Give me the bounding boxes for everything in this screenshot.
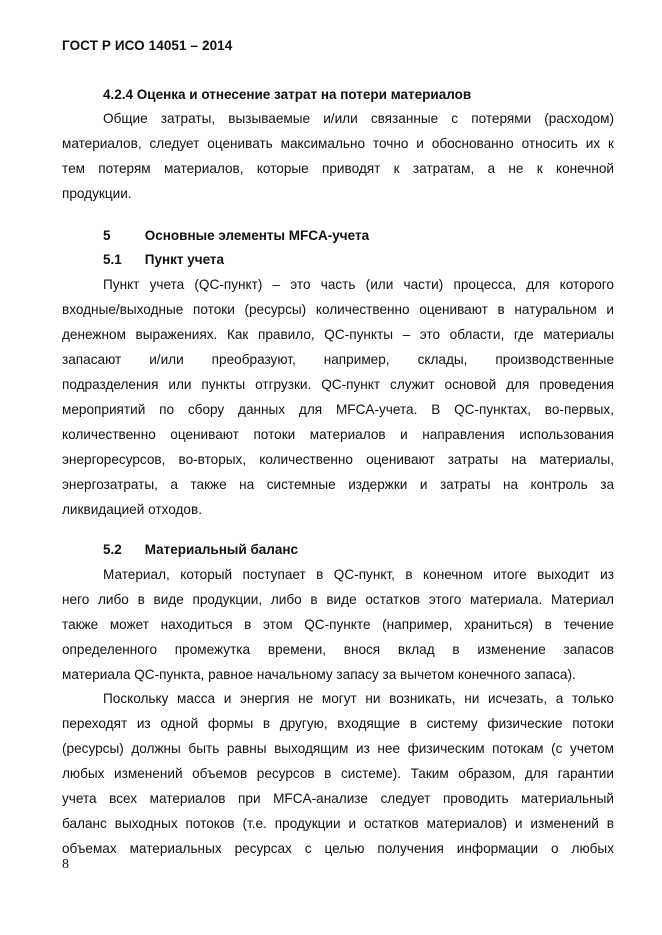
document-header: ГОСТ Р ИСО 14051 – 2014 <box>62 38 233 53</box>
paragraph-line: ликвидацией отходов. <box>62 502 202 517</box>
paragraph-line: продукции. <box>62 186 132 201</box>
section-heading-4-2-4 <box>103 87 471 102</box>
paragraph-line: также может находиться в этом QC-пункте (например, храниться) в течение <box>62 617 614 632</box>
paragraph-line: количественно оценивают потоки материалов и направления использования <box>62 427 614 442</box>
paragraph-line: определенного промежутка времени, внося вклад в изменение запасов <box>62 642 614 657</box>
section-heading-5 <box>103 228 369 243</box>
paragraph-line: энергозатраты, а также на системные издержки и затраты на контроль за <box>62 477 614 492</box>
section-heading-5-2 <box>103 542 298 557</box>
paragraph-line: материала QC-пункта, равное начальному запасу за вычетом конечного запаса). <box>62 667 576 682</box>
section-heading-5-1 <box>103 252 224 267</box>
section-title: Оценка и отнесение затрат на потери материалов <box>136 87 472 102</box>
section-title: Пункт учета <box>144 252 225 267</box>
paragraph-line: объемах материальных ресурсах с целью получения информации о любых <box>62 841 614 856</box>
paragraph-line: него либо в виде продукции, либо в виде остатков этого материала. Материал <box>62 592 614 607</box>
paragraph-line: Пункт учета (QC-пункт) – это часть (или части) процесса, для которого <box>103 277 614 292</box>
paragraph-line: переходят из одной формы в другую, входящие в систему физические потоки <box>62 716 614 731</box>
section-number: 5.1 <box>103 252 122 267</box>
section-number: 5 <box>103 228 111 243</box>
section-number: 5.2 <box>103 542 122 557</box>
paragraph-line: запасают и/или преобразуют, например, склады, производственные <box>62 352 614 367</box>
paragraph-line: учета всех материалов при MFCA-анализе следует проводить материальный <box>62 791 614 806</box>
paragraph-line: денежном выражениях. Как правило, QC-пункты – это области, где материалы <box>62 327 614 342</box>
paragraph-line: энергоресурсов, во-вторых, количественно оценивают затраты на материалы, <box>62 452 614 467</box>
paragraph-line: тем потерям материалов, которые приводят к затратам, а не к конечной <box>62 161 614 176</box>
paragraph-line: подразделения или пункты отгрузки. QC-пункт служит основой для проведения <box>62 377 614 392</box>
paragraph-line: любых изменений объемов ресурсов в системе). Таким образом, для гарантии <box>62 766 614 781</box>
paragraph-line: мероприятий по сбору данных для MFCA-учета. В QC-пунктах, во-первых, <box>62 402 614 417</box>
paragraph-line: входные/выходные потоки (ресурсы) количественно оценивают в натуральном и <box>62 302 614 317</box>
section-title: Основные элементы MFCA-учета <box>144 228 370 243</box>
paragraph-line: баланс выходных потоков (т.е. продукции и остатков материалов) и изменений в <box>62 816 614 831</box>
section-number: 4.2.4 <box>103 87 134 102</box>
paragraph-line: Материал, который поступает в QC-пункт, в конечном итоге выходит из <box>103 567 614 582</box>
paragraph-line: Общие затраты, вызываемые и/или связанные с потерями (расходом) <box>103 111 614 126</box>
paragraph-line: Поскольку масса и энергия не могут ни возникать, ни исчезать, а только <box>103 691 614 706</box>
section-title: Материальный баланс <box>144 542 299 557</box>
paragraph-line: материалов, следует оценивать максимально точно и обоснованно относить их к <box>62 136 614 151</box>
paragraph-line: (ресурсы) должны быть равны выходящим из нее физическим потокам (с учетом <box>62 741 614 756</box>
page-number: 8 <box>62 857 69 872</box>
